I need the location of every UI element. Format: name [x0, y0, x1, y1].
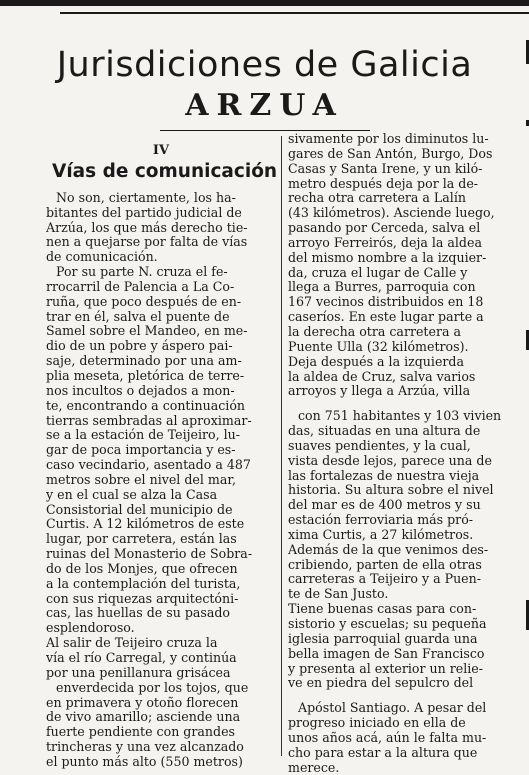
text-line: nos incultos o dejados a mon-: [46, 383, 235, 398]
text-line: las fortalezas de nuestra vieja: [288, 468, 480, 483]
text-line: a la contemplación del turista,: [46, 576, 241, 591]
text-line: Curtis. A 12 kilómetros de este: [46, 517, 245, 532]
text-line: caso vecindario, asentado a 487: [46, 458, 251, 473]
text-line: la derecha otra carretera a: [288, 324, 461, 339]
top-rule: [0, 0, 529, 6]
text-line: vista desde lejos, parece una de: [288, 453, 492, 468]
text-line: gares de San Antón, Burgo, Dos: [288, 146, 493, 161]
text-line: por una penillanura grisácea: [46, 665, 231, 680]
text-line: saje, determinado por una am-: [46, 354, 242, 369]
text-line: se a la estación de Teijeiro, lu-: [46, 428, 241, 443]
text-line: plia meseta, pletórica de terre-: [46, 368, 245, 383]
text-line: metros sobre el nivel del mar,: [46, 472, 236, 487]
text-line: Deja después a la izquierda: [288, 354, 464, 369]
text-line: sivamente por los diminutos lu-: [288, 132, 489, 146]
text-line: y en el cual se alza la Casa: [46, 487, 218, 502]
text-line: nen a quejarse por falta de vías: [46, 235, 248, 250]
text-line: esplendoroso.: [46, 621, 135, 636]
text-line: das, situadas en una altura de: [288, 424, 481, 439]
text-line: fuerte pendiente con grandes: [46, 725, 235, 740]
text-line: con 751 habitantes y 103 vivien: [298, 409, 502, 424]
text-line: trar en él, salva el puente de: [46, 309, 230, 324]
text-line: te, encontrando a continuación: [46, 398, 246, 413]
text-line: te de San Justo.: [288, 587, 389, 602]
text-line: Por su parte N. cruza el fe-: [56, 265, 228, 280]
text-line: del mismo nombre a la izquier-: [288, 250, 487, 265]
text-line: carreteras a Teijeiro y a Puen-: [288, 572, 482, 587]
text-line: ve en piedra del sepulcro del: [288, 676, 474, 691]
text-line: cho para estar a la altura que: [288, 745, 478, 760]
text-line: cribiendo, parten de ella otras: [288, 557, 482, 572]
text-line: xima Curtis, a 27 kilómetros.: [288, 527, 474, 542]
text-line: con sus riquezas arquitectóni-: [46, 591, 239, 606]
text-line: Arzúa, los que más derecho tie-: [46, 220, 248, 235]
text-line: enverdecida por los tojos, que: [56, 680, 249, 695]
top-rule-secondary: [60, 12, 529, 14]
text-line: da, cruza el lugar de Calle y: [288, 265, 468, 280]
text-line: iglesia parroquial guarda una: [288, 631, 478, 646]
text-line: progreso iniciado en ella de: [288, 716, 466, 731]
section-number: IV: [152, 143, 170, 158]
text-line: estación ferroviaria más pró-: [288, 513, 474, 528]
text-line: la aldea de Cruz, salva varios: [288, 369, 476, 384]
left-column: [46, 136, 276, 770]
text-line: arroyos y llega a Arzúa, villa: [288, 384, 471, 399]
text-line: rrocarril de Palencia a La Co-: [46, 279, 235, 294]
text-line: ruña, que poco después de en-: [46, 294, 242, 309]
text-line: vía el río Carregal, y continúa: [46, 651, 237, 665]
text-line: trincheras y una vez alcanzado: [46, 740, 244, 755]
text-line: bitantes del partido judicial de: [46, 205, 242, 220]
right-column: [288, 132, 526, 775]
text-line: de vivo amarillo; asciende una: [46, 710, 241, 725]
text-line: del mar es de 400 metros y su: [288, 498, 481, 513]
page-title: Jurisdiciones de Galicia: [56, 45, 473, 86]
text-line: historia. Su altura sobre el nivel: [288, 483, 494, 498]
text-line: No son, ciertamente, los ha-: [56, 190, 236, 205]
text-line: Puente Ulla (32 kilómetros).: [288, 339, 469, 354]
text-line: unos años acá, aún le falta mu-: [288, 730, 487, 745]
text-line: Al salir de Teijeiro cruza la: [46, 636, 218, 651]
text-line: recha otra carretera a Lalín: [288, 191, 466, 206]
text-line: arroyo Ferreirós, deja la aldea: [288, 235, 482, 250]
text-line: suaves pendientes, y la cual,: [288, 438, 471, 453]
text-line: sistorio y escuelas; su pequeña: [288, 617, 487, 631]
text-line: caseríos. En este lugar parte a: [288, 310, 484, 325]
text-line: gar de poca importancia y es-: [46, 443, 236, 458]
subtitle-rule: [160, 130, 370, 131]
text-line: pasando por Cerceda, salva el: [288, 221, 481, 236]
text-line: llega a Burres, parroquia con: [288, 280, 476, 295]
text-line: Apóstol Santiago. A pesar del: [298, 701, 487, 716]
text-line: (43 kilómetros). Asciende luego,: [288, 206, 495, 221]
text-line: y presenta al exterior un relie-: [288, 661, 483, 676]
text-line: Además de la que venimos des-: [288, 542, 489, 557]
text-line: de comunicación.: [46, 250, 158, 265]
text-line: Casas y Santa Irene, y un kiló-: [288, 161, 483, 176]
text-line: Samel sobre el Mandeo, en me-: [46, 324, 248, 339]
text-line: cas, las huellas de su pasado: [46, 606, 231, 621]
text-line: lugar, por carretera, están las: [46, 532, 237, 547]
text-line: do de los Monjes, que ofrecen: [46, 561, 238, 576]
text-line: 167 vecinos distribuidos en 18: [288, 295, 484, 310]
text-line: bella imagen de San Francisco: [288, 646, 485, 661]
text-line: metro después deja por la de-: [288, 176, 479, 191]
section-heading: Vías de comunicación: [52, 160, 278, 182]
text-line: ruinas del Monasterio de Sobra-: [46, 547, 253, 562]
article-subtitle: ARZUA: [185, 88, 344, 123]
text-line: el punto más alto (550 metros): [46, 754, 243, 769]
text-line: Tiene buenas casas para con-: [288, 602, 477, 617]
text-line: tierras sembradas al aproximar-: [46, 413, 252, 428]
text-line: en primavera y otoño florecen: [46, 695, 239, 710]
text-line: Consistorial del municipio de: [46, 502, 233, 517]
text-line: dio de un pobre y áspero pai-: [46, 339, 233, 354]
text-line: merece.: [288, 760, 340, 775]
column-divider: [281, 136, 282, 756]
